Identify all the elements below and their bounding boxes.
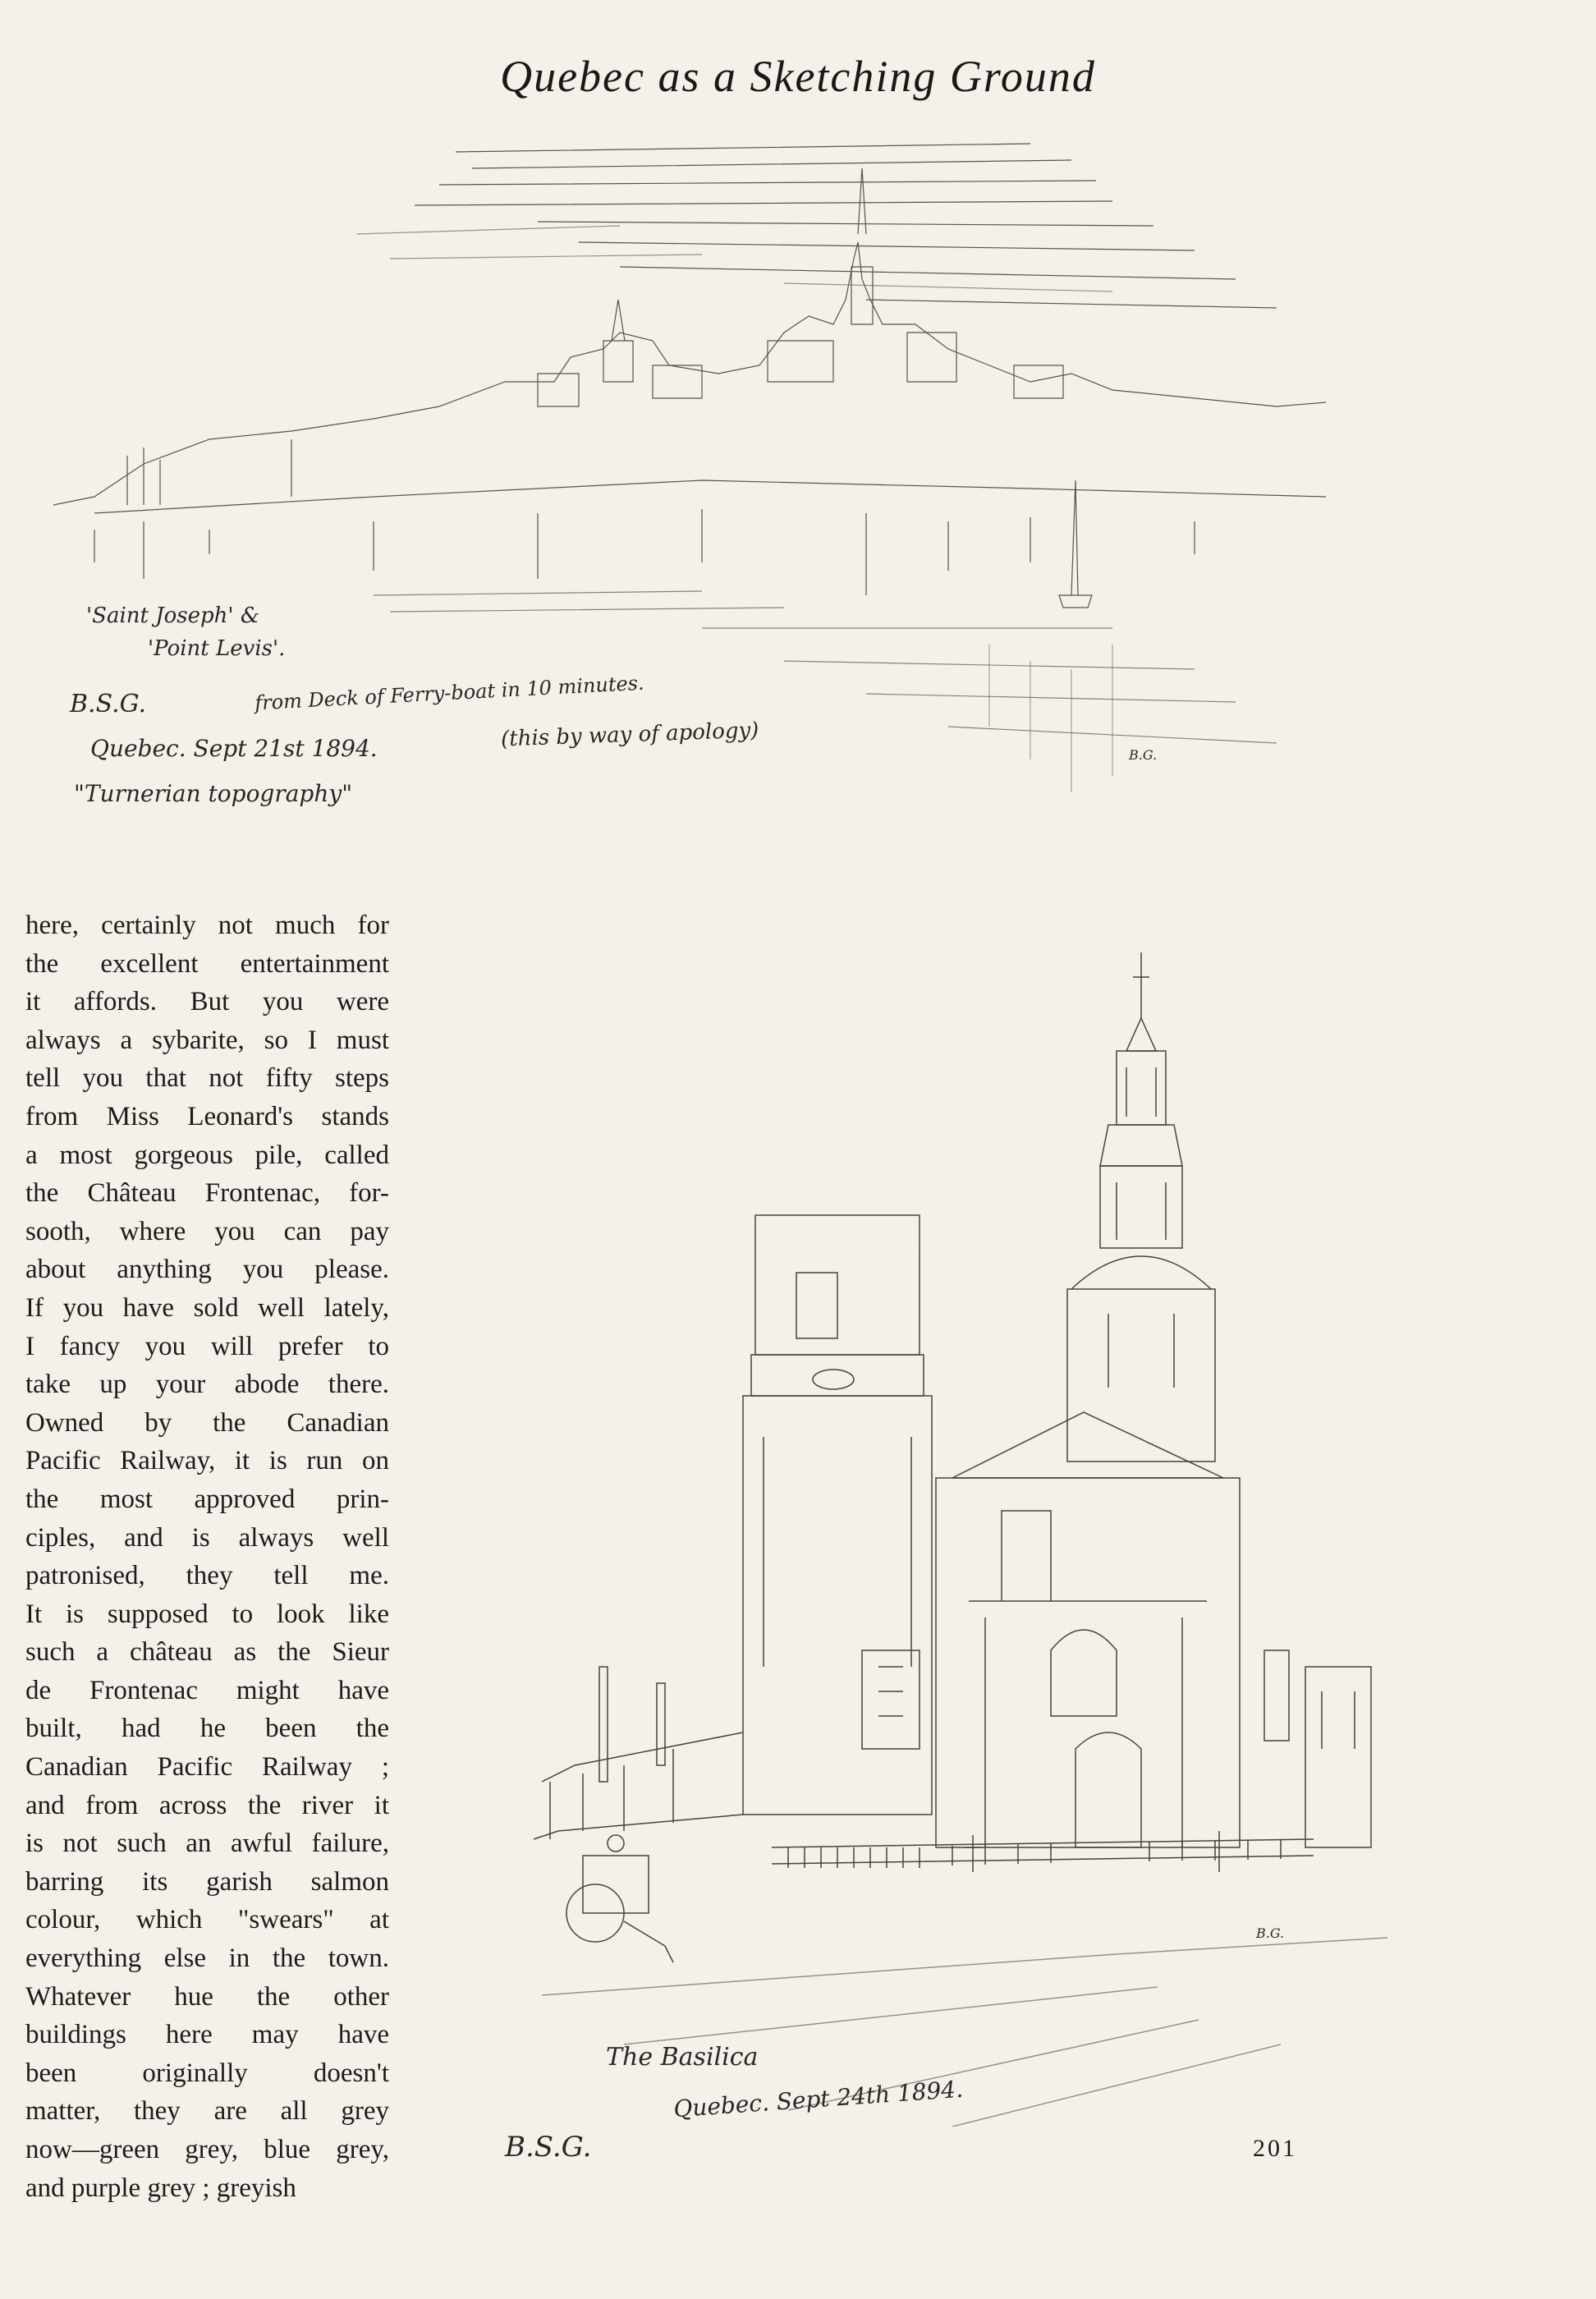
caption-date-bottom: Quebec. Sept 24th 1894. (672, 2075, 965, 2123)
body-line: If you have sold well lately, (25, 1292, 389, 1323)
body-line: It is supposed to look like (25, 1599, 389, 1629)
body-line: patronised, they tell me. (25, 1561, 389, 1591)
body-line: the most approved prin- (25, 1484, 389, 1514)
body-line: is not such an awful failure, (25, 1829, 389, 1859)
body-line: tell you that not fifty steps (25, 1063, 389, 1094)
body-line: take up your abode there. (25, 1370, 389, 1400)
body-line: Pacific Railway, it is run on (25, 1446, 389, 1476)
body-line: such a château as the Sieur (25, 1637, 389, 1668)
body-line: Owned by the Canadian (25, 1407, 389, 1438)
monogram-top: B.G. (1129, 747, 1158, 763)
body-text-column (25, 906, 389, 2207)
body-line: colour, which "swears" at (25, 1905, 389, 1935)
basilica-sketch (460, 928, 1404, 2127)
body-line: the excellent entertainment (25, 948, 389, 979)
annotation-apology: (this by way of apology) (500, 718, 759, 752)
body-line: ciples, and is always well (25, 1522, 389, 1553)
monogram-bottom: B.G. (1256, 1925, 1285, 1941)
body-line: about anything you please. (25, 1255, 389, 1285)
annotation-point-levis: 'Point Levis'. (148, 636, 286, 661)
body-line: Canadian Pacific Railway ; (25, 1752, 389, 1783)
running-header: Quebec as a Sketching Ground (500, 52, 1096, 101)
body-line: a most gorgeous pile, called (25, 1140, 389, 1170)
annotation-saint-joseph: 'Saint Joseph' & (86, 603, 259, 628)
body-line: buildings here may have (25, 2020, 389, 2050)
body-line: barring its garish salmon (25, 1866, 389, 1897)
body-line: everything else in the town. (25, 1943, 389, 1974)
body-line: it affords. But you were (25, 987, 389, 1017)
signature-bottom: B.S.G. (505, 2131, 592, 2164)
body-line: and purple grey ; greyish (25, 2173, 296, 2203)
body-line: from Miss Leonard's stands (25, 1101, 389, 1131)
body-line: now—green grey, blue grey, (25, 2135, 389, 2164)
signature-top: B.S.G. (70, 690, 147, 718)
annotation-date-top: Quebec. Sept 21st 1894. (90, 735, 378, 762)
body-line: I fancy you will prefer to (25, 1331, 389, 1361)
body-line: and from across the river it (25, 1790, 389, 1820)
body-line: here, certainly not much for (25, 911, 389, 940)
body-line: the Château Frontenac, for- (25, 1178, 389, 1209)
annotation-turnerian: "Turnerian topography" (74, 780, 353, 807)
basilica-drawing (460, 928, 1404, 2127)
page-number: 201 (1253, 2135, 1297, 2162)
body-line: de Frontenac might have (25, 1675, 389, 1705)
body-line: sooth, where you can pay (25, 1216, 389, 1246)
body-line: been originally doesn't (25, 2058, 389, 2088)
caption-the-basilica: The Basilica (606, 2043, 759, 2072)
body-line: Whatever hue the other (25, 1981, 389, 2012)
body-line: built, had he been the (25, 1714, 389, 1744)
annotation-from-deck: from Deck of Ferry-boat in 10 minutes. (254, 671, 645, 715)
body-line: matter, they are all grey (25, 2096, 389, 2127)
body-line: always a sybarite, so I must (25, 1025, 389, 1055)
